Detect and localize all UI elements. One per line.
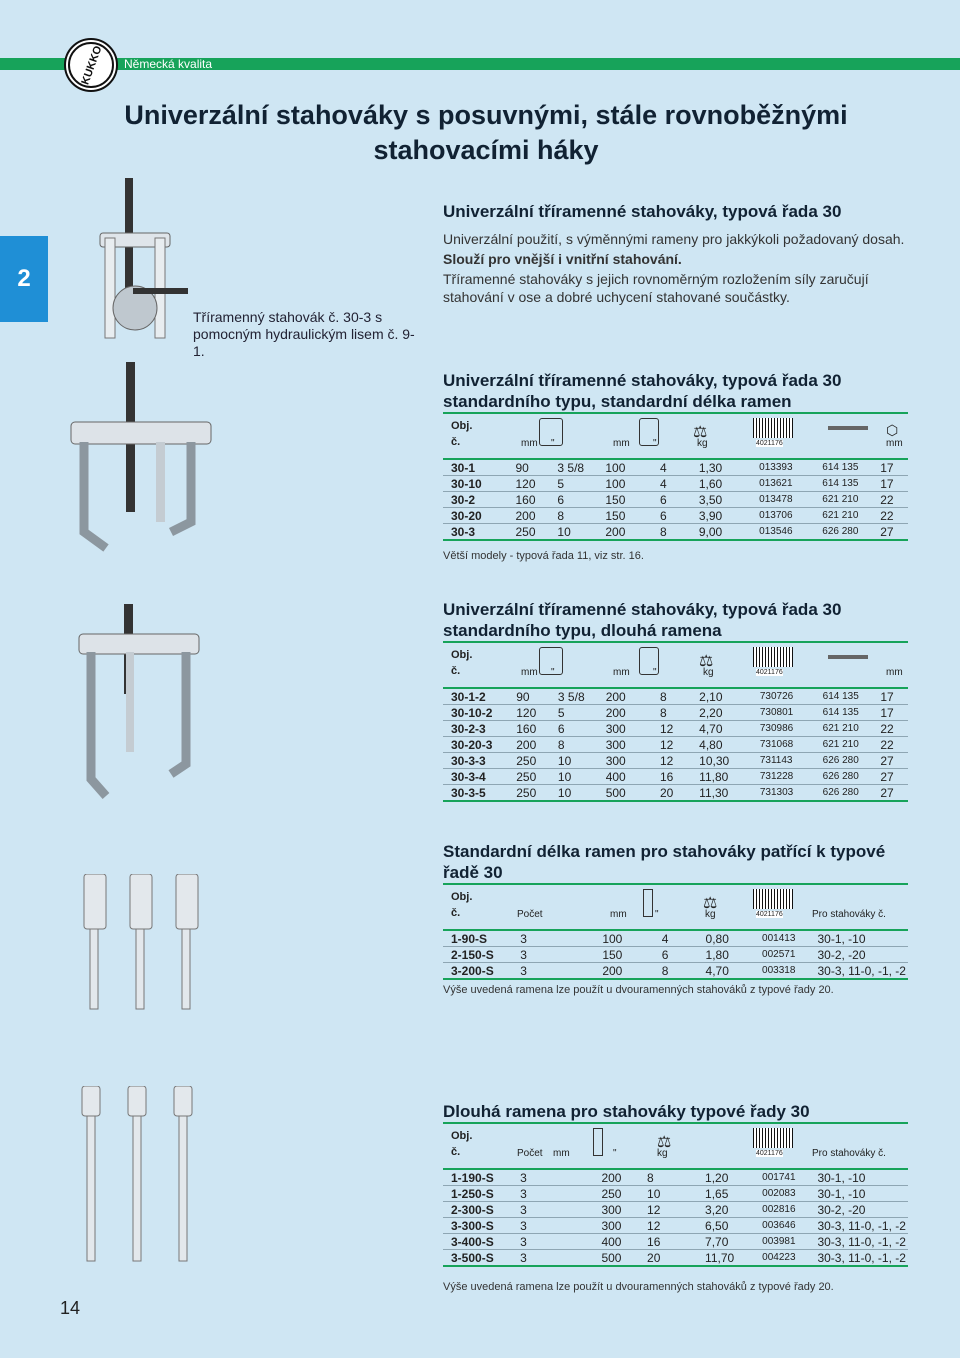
table-cell: 300 [601,1202,647,1218]
table-cell: 4,70 [706,963,763,980]
table-cell: 200 [601,1170,647,1186]
header-mm: mm [553,1148,570,1159]
standard-arms-image [80,874,210,1014]
table-cell: 3 [520,1234,601,1250]
table-cell: 30-1, -10 [817,1186,908,1202]
table-cell: 200 [605,524,660,541]
table-cell: 1-250-S [443,1186,520,1202]
table-cell: 12 [660,753,699,769]
header-kg: kg [703,667,714,678]
table-cell: 4 [660,476,699,492]
table-cell: 30-1-2 [443,689,516,705]
barcode-icon [753,418,793,438]
data-table [443,689,908,802]
data-table [443,1170,908,1267]
table-row [443,1186,908,1202]
page-number: 14 [60,1298,81,1318]
table-row [443,524,908,541]
spindle-icon [828,655,868,659]
spindle-icon [828,426,868,430]
table-cell: 002571 [762,947,817,963]
table-cell: 6,50 [705,1218,762,1234]
header-obj: Obj. [451,649,473,661]
chapter-tab: 2 [0,236,48,322]
table-cell: 100 [605,460,660,476]
table-cell: 120 [516,705,558,721]
header-inch-2: " [653,438,657,449]
table-cell: 013393 [759,460,822,476]
barcode-number: 4021176 [756,669,783,676]
table-cell: 626 280 [823,769,881,785]
image-caption: Tříramenný stahovák č. 30-3 s pomocným hydraulickým lisem č. 9-1. [193,309,415,359]
table-cell: 614 135 [822,476,880,492]
header-obj: Obj. [451,891,473,903]
table-cell: 3 [520,931,602,947]
table-row [443,705,908,721]
hex-icon: ⬡ [886,422,899,438]
table-cell: 614 135 [823,705,881,721]
barcode-number: 4021176 [756,911,783,918]
table-cell: 250 [516,785,558,802]
table-cell: 200 [606,689,660,705]
table-row [443,1202,908,1218]
barcode-icon [753,889,793,909]
scale-icon: ⚖ [703,895,718,912]
table-cell: 16 [647,1234,705,1250]
table-cell: 30-20-3 [443,737,516,753]
table-cell: 6 [558,721,606,737]
table-cell: 3-500-S [443,1250,520,1267]
table-cell: 10 [558,769,606,785]
table-cell: 3 [520,947,602,963]
table-cell: 16 [660,769,699,785]
header-inch: " [551,667,555,678]
table-cell: 3,50 [699,492,759,508]
header-obj: Obj. [451,1130,473,1142]
data-table [443,460,908,541]
table-cell: 250 [516,769,558,785]
header-inch: " [551,438,555,449]
section-standard-arms [443,841,908,996]
table-cell: 1,60 [699,476,759,492]
section-standard-length [443,370,908,562]
table-cell: 17 [880,460,908,476]
table-cell: 27 [880,785,908,802]
table-cell: 614 135 [822,460,880,476]
table-cell: 731143 [760,753,823,769]
section-long-arms-parts [443,1101,908,1293]
section-long-arms [443,599,908,802]
table-cell: 30-10 [443,476,515,492]
table-cell: 6 [662,947,706,963]
table-cell: 10,30 [699,753,760,769]
table-cell: 30-3, 11-0, -1, -2 [817,1234,908,1250]
table-row [443,508,908,524]
table-cell: 30-2, -20 [817,1202,908,1218]
table-cell: 200 [602,963,661,980]
header-c: č. [451,436,461,448]
table-cell: 002816 [762,1202,817,1218]
long-arms-image [80,1086,210,1266]
table-cell: 8 [558,737,606,753]
table-cell: 160 [515,492,557,508]
intro-title: Univerzální tříramenné stahováky, typová řada 30 [443,202,842,221]
table-cell: 3 [520,1170,601,1186]
table-cell: 3 5/8 [557,460,605,476]
barcode-icon [753,647,793,667]
table-row [443,721,908,737]
table-cell: 3 [520,1250,601,1267]
table-cell: 3-200-S [443,963,520,980]
table-cell: 730801 [760,705,823,721]
table-cell: 1-190-S [443,1170,520,1186]
table-cell: 22 [880,737,908,753]
header-mm: mm [521,438,538,449]
table-cell: 30-2 [443,492,515,508]
table-cell: 22 [880,492,908,508]
table-cell: 500 [606,785,660,802]
header-c: č. [451,1146,461,1158]
section-title: Standardní délka ramen pro stahováky patřící k typové řadě 30 [443,842,886,882]
table-cell: 400 [601,1234,647,1250]
table-note: Výše uvedená ramena lze použít u dvouramenných stahováků z typové řady 20. [443,1281,834,1293]
table-cell: 12 [660,737,699,753]
scale-icon: ⚖ [699,653,714,670]
table-cell: 30-1 [443,460,515,476]
table-cell: 2-150-S [443,947,520,963]
table-cell: 30-2-3 [443,721,516,737]
table-cell: 6 [557,492,605,508]
table-cell: 8 [662,963,706,980]
header-for: Pro stahováky č. [812,909,886,920]
table-cell: 150 [605,508,660,524]
table-cell: 2-300-S [443,1202,520,1218]
header-inch: " [655,909,659,920]
table-cell: 17 [880,689,908,705]
table-cell: 3 [520,1202,601,1218]
table-row [443,769,908,785]
table-row [443,785,908,802]
table-cell: 0,80 [706,931,763,947]
table-cell: 12 [647,1218,705,1234]
table-row [443,931,908,947]
table-cell: 160 [516,721,558,737]
table-cell: 200 [606,705,660,721]
table-cell: 22 [880,508,908,524]
table-cell: 90 [516,689,558,705]
table-cell: 621 210 [823,721,881,737]
table-cell: 001413 [762,931,817,947]
table-cell: 4,70 [699,721,760,737]
table-cell: 3 [520,963,602,980]
table-cell: 013621 [759,476,822,492]
table-cell: 30-1, -10 [817,1170,908,1186]
table-cell: 100 [605,476,660,492]
table-cell: 11,30 [699,785,760,802]
table-cell: 7,70 [705,1234,762,1250]
header-mm-3: mm [886,667,903,678]
section-title: Univerzální tříramenné stahováky, typová řada 30 standardního typu, standardní délka ramen [443,371,842,411]
table-cell: 10 [558,785,606,802]
table-cell: 3 [520,1186,601,1202]
table-cell: 6 [660,508,699,524]
table-cell: 3 5/8 [558,689,606,705]
table-row [443,689,908,705]
table-cell: 730986 [760,721,823,737]
barcode-number: 4021176 [756,1150,783,1157]
table-cell: 12 [660,721,699,737]
table-cell: 4 [660,460,699,476]
three-jaw-puller-long-image [76,604,206,799]
table-cell: 1,80 [706,947,763,963]
table-header [443,885,908,929]
table-cell: 4,80 [699,737,760,753]
table-cell: 400 [606,769,660,785]
table-cell: 6 [660,492,699,508]
header-count: Počet [517,1148,543,1159]
table-cell: 10 [647,1186,705,1202]
table-cell: 12 [647,1202,705,1218]
table-cell: 20 [647,1250,705,1267]
table-row [443,492,908,508]
table-cell: 002083 [762,1186,817,1202]
table-cell: 1,65 [705,1186,762,1202]
table-cell: 30-2, -20 [817,947,908,963]
table-cell: 30-20 [443,508,515,524]
table-cell: 730726 [760,689,823,705]
table-cell: 27 [880,753,908,769]
table-cell: 22 [880,721,908,737]
kukko-logo [64,38,118,92]
table-row [443,476,908,492]
table-cell: 013546 [759,524,822,541]
table-cell: 11,80 [699,769,760,785]
header-c: č. [451,665,461,677]
table-cell: 003646 [762,1218,817,1234]
svg-text:KUKKO: KUKKO [79,44,105,87]
table-cell: 1,20 [705,1170,762,1186]
table-cell: 30-3-3 [443,753,516,769]
table-cell: 3-400-S [443,1234,520,1250]
table-cell: 30-3 [443,524,515,541]
table-cell: 1,30 [699,460,759,476]
table-cell: 731303 [760,785,823,802]
table-cell: 004223 [762,1250,817,1267]
header-for: Pro stahováky č. [812,1148,886,1159]
table-cell: 3,90 [699,508,759,524]
table-cell: 30-1, -10 [817,931,908,947]
table-cell: 300 [601,1218,647,1234]
table-cell: 300 [606,721,660,737]
table-cell: 10 [558,753,606,769]
header-inch: " [613,1148,617,1159]
page-title: Univerzální stahováky s posuvnými, stále rovnoběžnými stahovacími háky [124,100,848,165]
table-cell: 2,20 [699,705,760,721]
table-row [443,753,908,769]
table-cell: 621 210 [822,508,880,524]
table-row [443,1218,908,1234]
table-cell: 1-90-S [443,931,520,947]
table-cell: 8 [660,689,699,705]
table-cell: 27 [880,769,908,785]
table-cell: 90 [515,460,557,476]
table-cell: 626 280 [822,524,880,541]
table-cell: 5 [558,705,606,721]
table-cell: 250 [515,524,557,541]
table-row [443,1170,908,1186]
table-row [443,460,908,476]
table-cell: 150 [605,492,660,508]
table-cell: 013706 [759,508,822,524]
intro-line-3: Tříramenné stahováky s jejich rovnoměrným rozložením síly zaručují stahování v ose a dobré uchycení stahované součástky. [443,271,869,305]
table-cell: 20 [660,785,699,802]
table-cell: 30-3-4 [443,769,516,785]
header-mm-3: mm [886,438,903,449]
header-mm: mm [610,909,627,920]
puller-with-hydraulic-press-image [80,178,190,358]
table-cell: 001741 [762,1170,817,1186]
table-cell: 30-3, 11-0, -1, -2 [817,963,908,980]
table-cell: 10 [557,524,605,541]
header-kg: kg [697,438,708,449]
table-cell: 003981 [762,1234,817,1250]
table-cell: 731068 [760,737,823,753]
table-cell: 013478 [759,492,822,508]
table-row [443,1234,908,1250]
table-cell: 626 280 [823,785,881,802]
table-cell: 9,00 [699,524,759,541]
table-cell: 621 210 [822,492,880,508]
table-cell: 731228 [760,769,823,785]
intro-line-1: Univerzální použití, s výměnnými rameny pro jakkýkoli požadovaný dosah. [443,231,905,247]
table-cell: 200 [516,737,558,753]
table-cell: 8 [660,705,699,721]
table-cell: 626 280 [823,753,881,769]
table-row [443,737,908,753]
scale-icon: ⚖ [693,424,708,441]
table-cell: 30-10-2 [443,705,516,721]
table-cell: 2,10 [699,689,760,705]
header-obj: Obj. [451,420,473,432]
scale-icon: ⚖ [657,1134,672,1151]
table-cell: 621 210 [823,737,881,753]
table-cell: 11,70 [705,1250,762,1267]
barcode-icon [753,1128,793,1148]
table-cell: 3,20 [705,1202,762,1218]
table-note: Větší modely - typová řada 11, viz str. 16. [443,550,644,562]
table-cell: 30-3, 11-0, -1, -2 [817,1218,908,1234]
table-row [443,1250,908,1267]
table-cell: 250 [516,753,558,769]
header-c: č. [451,907,461,919]
header-kg: kg [705,909,716,920]
table-cell: 614 135 [823,689,881,705]
table-cell: 250 [601,1186,647,1202]
intro-line-2: Slouží pro vnější i vnitřní stahování. [443,251,682,267]
table-row [443,963,908,980]
table-cell: 120 [515,476,557,492]
brand-tagline: Německá kvalita [124,57,213,71]
header-kg: kg [657,1148,668,1159]
header-mm: mm [521,667,538,678]
header-mm-2: mm [613,438,630,449]
header-mm-2: mm [613,667,630,678]
length-icon [593,1128,603,1156]
table-cell: 300 [606,753,660,769]
table-cell: 500 [601,1250,647,1267]
table-header [443,643,908,687]
table-cell: 200 [515,508,557,524]
table-cell: 30-3, 11-0, -1, -2 [817,1250,908,1267]
table-header [443,1124,908,1168]
table-cell: 150 [602,947,661,963]
section-title: Univerzální tříramenné stahováky, typová řada 30 standardního typu, dlouhá ramena [443,600,842,640]
three-jaw-puller-standard-image [66,362,216,552]
table-header [443,414,908,458]
header-count: Počet [517,909,543,920]
table-cell: 300 [606,737,660,753]
table-cell: 17 [880,476,908,492]
intro-block [443,202,913,306]
header-inch-2: " [653,667,657,678]
table-cell: 100 [602,931,661,947]
length-icon [643,889,653,917]
table-cell: 3 [520,1218,601,1234]
section-title: Dlouhá ramena pro stahováky typové řady 30 [443,1102,810,1121]
table-cell: 30-3-5 [443,785,516,802]
data-table [443,931,908,980]
table-cell: 27 [880,524,908,541]
table-cell: 3-300-S [443,1218,520,1234]
table-cell: 8 [660,524,699,541]
table-cell: 17 [880,705,908,721]
table-row [443,947,908,963]
table-cell: 8 [557,508,605,524]
table-cell: 4 [662,931,706,947]
table-note: Výše uvedená ramena lze použít u dvouramenných stahováků z typové řady 20. [443,984,834,996]
barcode-number: 4021176 [756,440,783,447]
table-cell: 5 [557,476,605,492]
table-cell: 003318 [762,963,817,980]
table-cell: 8 [647,1170,705,1186]
